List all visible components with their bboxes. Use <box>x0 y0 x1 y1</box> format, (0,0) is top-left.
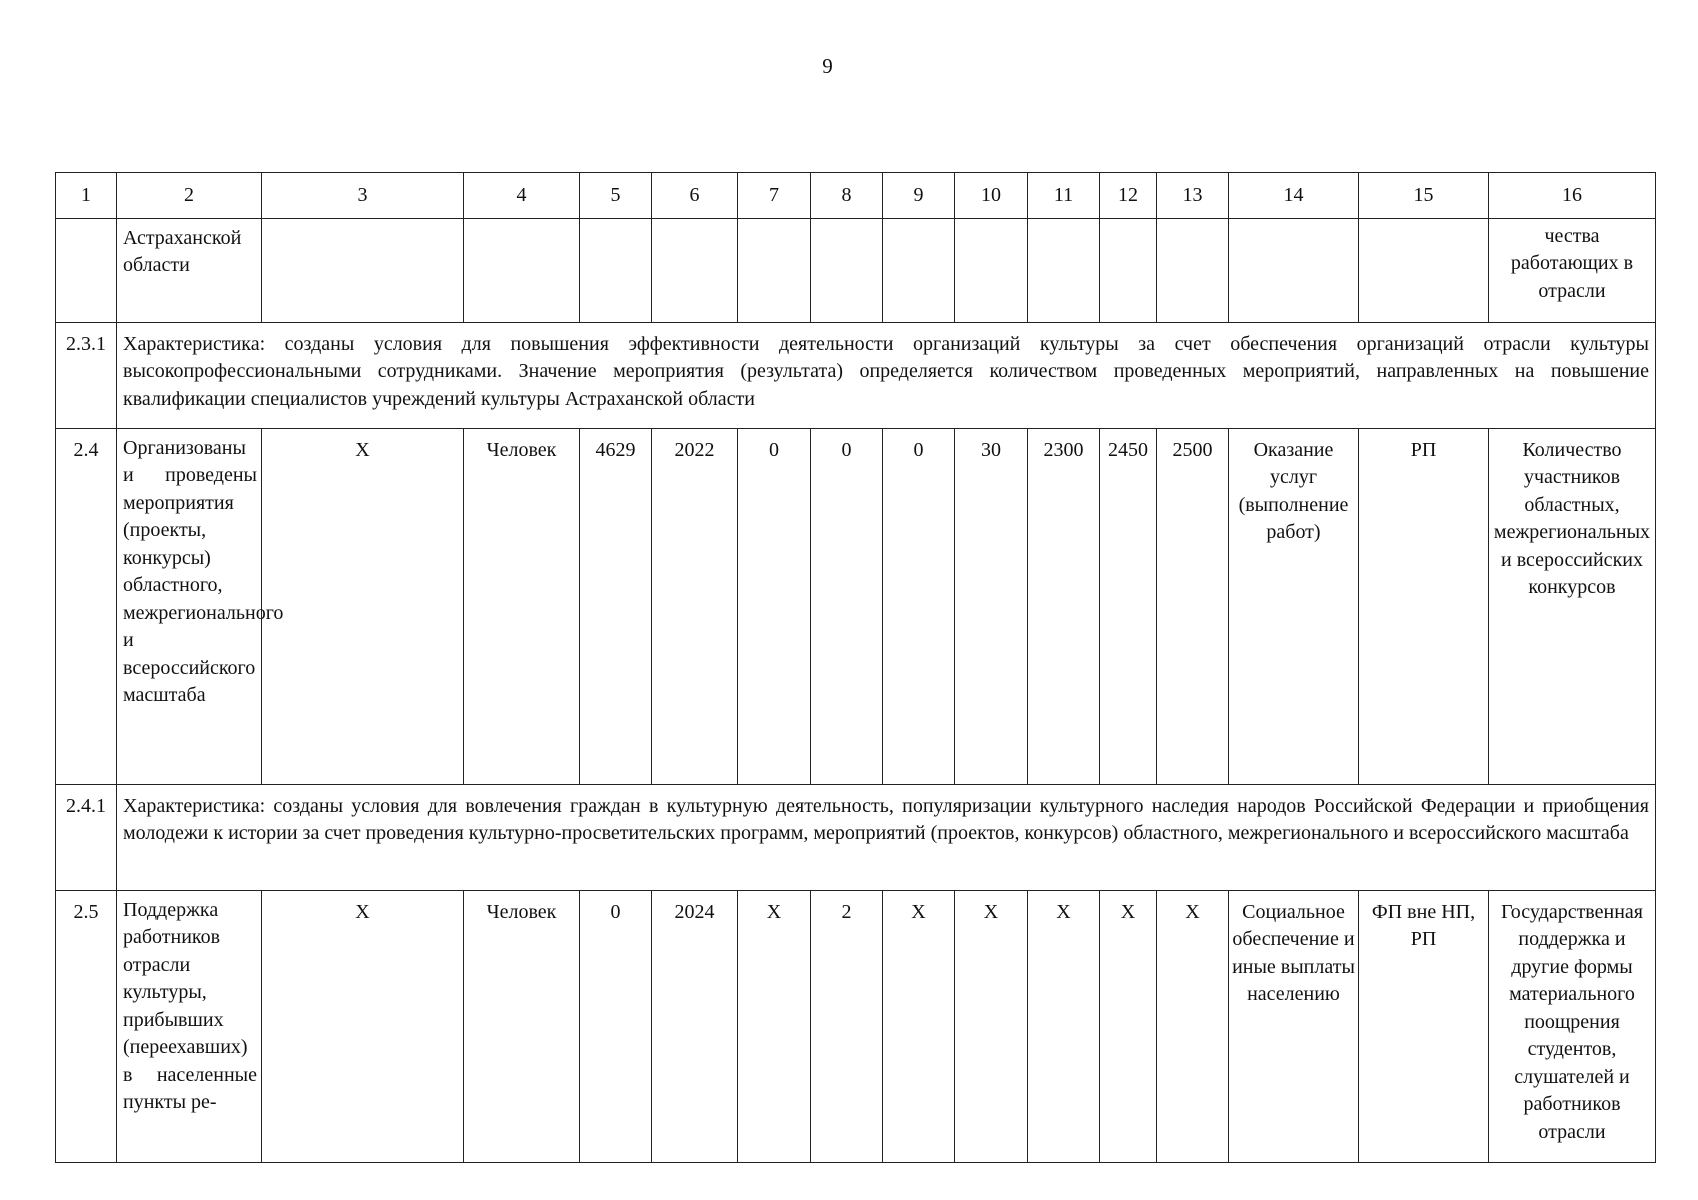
table-cell <box>1359 218 1489 322</box>
row-number: 2.5 <box>56 890 117 1162</box>
table-cell: 2300 <box>1028 428 1100 784</box>
column-number-row <box>56 173 1656 219</box>
page-number: 9 <box>822 54 833 78</box>
table-cell <box>738 218 811 322</box>
table-cell: Х <box>1157 890 1229 1162</box>
column-header: 16 <box>1489 173 1656 219</box>
table-cell: 0 <box>883 428 955 784</box>
table-cell: Социальное обеспечение и иные выплаты населению <box>1229 890 1359 1162</box>
table-cell: Х <box>1100 890 1157 1162</box>
characteristic-text: Характеристика: созданы условия для повышения эффективности деятельности организаций культуры за счет обеспечения организаций отрасли культуры высокопрофессиональными сотрудниками. Значение мероприятия (результата) определяется количеством проведенных мероприятий, направленных на повышение квалификации специалистов учреждений культуры Астраханской области <box>117 322 1656 428</box>
column-header: 6 <box>652 173 738 219</box>
table-cell: РП <box>1359 428 1489 784</box>
table-cell <box>1028 218 1100 322</box>
table-cell: Организованы и проведены мероприятия (проекты, конкурсы) областного, межрегионального и всероссийского масштаба <box>117 428 262 784</box>
table-row-2-4 <box>56 428 1656 784</box>
table-cell: 2 <box>811 890 883 1162</box>
table-cell: Оказание услуг (выполнение работ) <box>1229 428 1359 784</box>
table-cell <box>580 218 652 322</box>
column-header: 14 <box>1229 173 1359 219</box>
column-header: 10 <box>955 173 1028 219</box>
table-cell: Количество участников областных, межрегиональных и всероссийских конкурсов <box>1489 428 1656 784</box>
table-cell: Х <box>262 890 464 1162</box>
table-cell <box>1229 218 1359 322</box>
column-header: 15 <box>1359 173 1489 219</box>
table-cell <box>955 218 1028 322</box>
table-cell: 2500 <box>1157 428 1229 784</box>
characteristic-row-2-3-1 <box>56 322 1656 428</box>
table-cell: ФП вне НП, РП <box>1359 890 1489 1162</box>
table-cell: чества работающих в отрасли <box>1489 218 1656 322</box>
table-cell <box>883 218 955 322</box>
table-cell: Х <box>1028 890 1100 1162</box>
table-cell: 2024 <box>652 890 738 1162</box>
characteristic-row-2-4-1 <box>56 784 1656 890</box>
table-row-continuation <box>56 218 1656 322</box>
table-cell <box>56 218 117 322</box>
column-header: 3 <box>262 173 464 219</box>
column-header: 2 <box>117 173 262 219</box>
column-header: 9 <box>883 173 955 219</box>
table-cell: Х <box>883 890 955 1162</box>
column-header: 1 <box>56 173 117 219</box>
column-header: 13 <box>1157 173 1229 219</box>
column-header: 7 <box>738 173 811 219</box>
table-cell: Х <box>738 890 811 1162</box>
characteristic-text: Характеристика: созданы условия для вовлечения граждан в культурную деятельность, популяризации культурного наследия народов Российской Федерации и приобщения молодежи к истории за счет проведения культурно-просветительских программ, мероприятий (проектов, конкурсов) областного, межрегионального и всероссийского масштаба <box>117 784 1656 890</box>
column-header: 4 <box>464 173 580 219</box>
table-cell <box>262 218 464 322</box>
table-cell <box>811 218 883 322</box>
table-cell: Государственная поддержка и другие формы материального поощрения студентов, слушателей и работников отрасли <box>1489 890 1656 1162</box>
table-cell: 0 <box>738 428 811 784</box>
table-cell <box>1157 218 1229 322</box>
table-row-2-5 <box>56 890 1656 1162</box>
table-cell: 30 <box>955 428 1028 784</box>
table-cell: 2022 <box>652 428 738 784</box>
row-number: 2.4 <box>56 428 117 784</box>
column-header: 11 <box>1028 173 1100 219</box>
table-cell <box>1100 218 1157 322</box>
column-header: 8 <box>811 173 883 219</box>
table-cell: 2450 <box>1100 428 1157 784</box>
plan-table <box>55 172 1656 1163</box>
table-cell: 0 <box>580 890 652 1162</box>
row-number: 2.4.1 <box>56 784 117 890</box>
table-cell: 0 <box>811 428 883 784</box>
table-cell: Поддержка работников отрасли культуры, прибывших (переехавших) в населенные пункты ре- <box>117 890 262 1162</box>
table-cell: Х <box>262 428 464 784</box>
table-cell: Человек <box>464 890 580 1162</box>
table-cell: Х <box>955 890 1028 1162</box>
row-number: 2.3.1 <box>56 322 117 428</box>
column-header: 5 <box>580 173 652 219</box>
table-cell: Человек <box>464 428 580 784</box>
table-cell <box>652 218 738 322</box>
table-cell: Астраханской области <box>117 218 262 322</box>
column-header: 12 <box>1100 173 1157 219</box>
table-cell: 4629 <box>580 428 652 784</box>
table-cell <box>464 218 580 322</box>
